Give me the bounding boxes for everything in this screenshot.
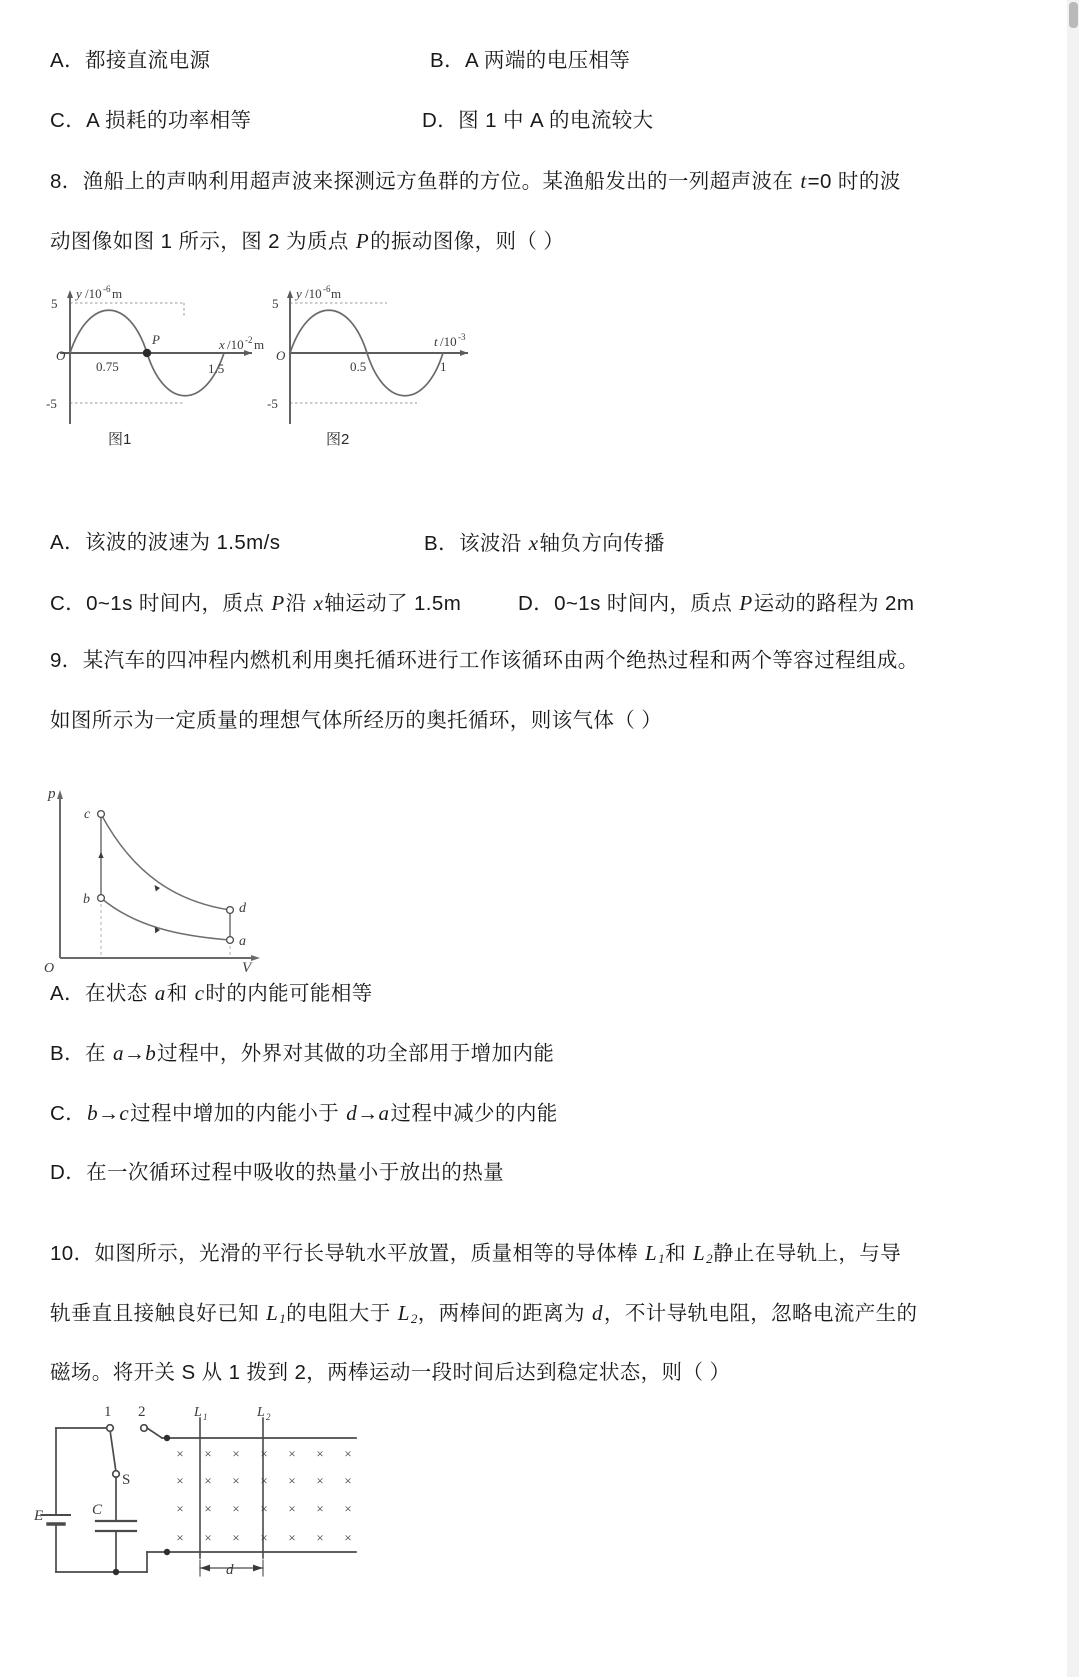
field-x: ×: [316, 1530, 324, 1545]
q9-opt-a-pre: A．在状态: [50, 982, 154, 1005]
field-x: ×: [344, 1446, 352, 1461]
q8-opt-c-post: 轴运动了 1.5m: [324, 592, 462, 615]
process-a-to-b: [101, 898, 230, 940]
battery-label: E: [34, 1508, 44, 1524]
arrow-c-to-d: [155, 885, 161, 892]
state-point-c: [98, 811, 105, 818]
field-x: ×: [232, 1501, 240, 1516]
q9-opt-c-process-1: b→c: [87, 1101, 130, 1125]
q10-figure-circuit: [34, 1400, 364, 1665]
y-tick-bottom-label: -5: [267, 396, 278, 411]
q8-stem2-text-a: 动图像如图 1 所示，图 2 为质点: [50, 230, 355, 253]
q9-opt-c-pre: C．: [50, 1102, 87, 1125]
switch-contact-1: [107, 1425, 114, 1432]
y-tick-bottom-label: -5: [46, 396, 57, 411]
q9-opt-a-var-a: a: [154, 981, 166, 1005]
q8-var-p: P: [355, 229, 370, 253]
q8-option-c: [50, 590, 461, 617]
q8-opt-d-post: 运动的路程为 2m: [753, 592, 915, 615]
q10-stem2-var-d: d: [592, 1301, 603, 1325]
field-x: ×: [260, 1530, 268, 1545]
q7-option-a: A．都接直流电源: [50, 49, 211, 72]
x-axis-exp: -2: [245, 335, 253, 345]
field-x: ×: [204, 1530, 212, 1545]
field-x: ×: [288, 1501, 296, 1516]
field-x: ×: [232, 1446, 240, 1461]
x-tick-end-label: 1.5: [208, 361, 225, 376]
q8-figure-2-svg: [262, 276, 482, 428]
x-axis-label: x: [219, 337, 225, 352]
field-grid: [176, 1446, 351, 1545]
x-axis-exp: -3: [458, 332, 466, 342]
q10-stem-line-1: [50, 1240, 901, 1272]
x-axis-unit-tail: m: [254, 337, 265, 352]
q9-option-a: [50, 980, 373, 1007]
bar-L1-sub: 1: [203, 1412, 208, 1422]
page-scrollbar-thumb[interactable]: [1069, 2, 1078, 28]
y-axis-unit-tail: m: [331, 286, 342, 301]
process-c-to-d: [101, 814, 230, 910]
y-axis-arrow: [287, 290, 293, 298]
y-tick-top-label: 5: [272, 296, 279, 311]
q9-option-d: D．在一次循环过程中吸收的热量小于放出的热量: [50, 1161, 505, 1184]
q8-figure-2-caption: 图2: [326, 431, 350, 448]
y-tick-top-label: 5: [51, 296, 58, 311]
q8-figure-1-caption: 图1: [108, 431, 132, 448]
field-x: ×: [260, 1446, 268, 1461]
q8-figure-2: [262, 276, 482, 448]
x-tick-end-label: 1: [440, 359, 447, 374]
q9-opt-c-process-2: d→a: [346, 1101, 390, 1125]
page-scrollbar-track[interactable]: [1067, 0, 1079, 1677]
junction-top: [164, 1435, 170, 1441]
q8-figure-1-svg: [34, 276, 272, 428]
p-axis-label: p: [48, 786, 56, 802]
q9-opt-a-var-c: c: [194, 981, 205, 1005]
origin-label: O: [44, 961, 55, 975]
state-point-d: [227, 907, 234, 914]
point-p-label: P: [152, 332, 160, 347]
q8-opt-b-var-x: x: [528, 531, 539, 555]
q8-opt-d-var-p: P: [739, 591, 753, 615]
q8-option-a: A．该波的波速为 1.5m/s: [50, 531, 281, 554]
q8-var-t: t: [800, 169, 807, 193]
x-tick-mid-label: 0.5: [350, 359, 367, 374]
q8-figure-1: [34, 276, 272, 448]
q10-stem-line-2: [50, 1300, 917, 1332]
origin-label: O: [56, 348, 66, 363]
switch-position-2-label: 2: [138, 1404, 146, 1420]
y-axis-exp: -6: [103, 284, 111, 294]
bar-L2-sub: 2: [266, 1412, 271, 1422]
q10-stem-line-3: 磁场。将开关 S 从 1 拨到 2，两棒运动一段时间后达到稳定状态，则（ ）: [50, 1361, 731, 1384]
p-axis-arrow: [57, 790, 63, 799]
q9-figure-pv-diagram: [38, 780, 268, 975]
label-b: b: [83, 892, 90, 907]
field-x: ×: [204, 1473, 212, 1488]
y-axis-unit: /10: [85, 286, 102, 301]
field-x: ×: [232, 1530, 240, 1545]
q9-option-c: [50, 1100, 558, 1127]
q9-opt-c-post: 过程中减少的内能: [390, 1102, 558, 1125]
q8-opt-c-var-x: x: [313, 591, 324, 615]
q10-figure-svg: [34, 1400, 364, 1665]
field-x: ×: [316, 1473, 324, 1488]
switch-position-1-label: 1: [104, 1404, 112, 1420]
field-x: ×: [288, 1530, 296, 1545]
y-axis-label: y: [296, 286, 302, 301]
field-x: ×: [316, 1446, 324, 1461]
q8-stem2-text-b: 的振动图像，则（ ）: [370, 230, 565, 253]
q9-opt-a-mid: 和: [166, 982, 194, 1005]
distance-d-arrow-right: [253, 1565, 263, 1572]
state-point-a: [227, 937, 234, 944]
point-p-marker: [143, 349, 151, 357]
q10-stem2-b: ，不计导轨电阻，忽略电流产生的: [603, 1302, 918, 1325]
q9-opt-c-mid: 过程中增加的内能小于: [130, 1102, 346, 1125]
y-axis-label: y: [76, 286, 82, 301]
q8-stem-text-a: 8．渔船上的声呐利用超声波来探测远方鱼群的方位。某渔船发出的一列超声波在: [50, 170, 800, 193]
q10-stem2-a: 轨垂直且接触良好已知: [50, 1302, 266, 1325]
q7-option-d: D．图 1 中 A 的电流较大: [422, 109, 654, 132]
switch-blade: [110, 1430, 116, 1472]
field-x: ×: [344, 1501, 352, 1516]
q8-stem-line-2: [50, 228, 564, 255]
label-c: c: [84, 807, 91, 822]
v-axis-label: V: [242, 960, 252, 975]
arrow-b-to-c: [98, 852, 103, 858]
wire-switch2-to-rail: [147, 1428, 162, 1438]
q10-var-L2-sub: 2: [706, 1251, 713, 1266]
q10-var-L1-sub: 1: [658, 1251, 665, 1266]
field-x: ×: [260, 1473, 268, 1488]
q8-opt-c-var-p: P: [271, 591, 285, 615]
field-x: ×: [232, 1473, 240, 1488]
field-x: ×: [176, 1446, 184, 1461]
q8-stem-text-b: =0 时的波: [807, 170, 901, 193]
switch-label: S: [122, 1472, 131, 1488]
field-x: ×: [344, 1473, 352, 1488]
field-x: ×: [176, 1501, 184, 1516]
q10-stem1-b: 静止在导轨上，与导: [713, 1242, 902, 1265]
q10-var-L2: L: [693, 1241, 706, 1265]
distance-d-arrow-left: [200, 1565, 210, 1572]
q8-opt-b-post: 轴负方向传播: [539, 532, 665, 555]
y-axis-unit: /10: [305, 286, 322, 301]
field-x: ×: [204, 1446, 212, 1461]
q7-option-b: B．A 两端的电压相等: [430, 49, 631, 72]
q10-stem1-a: 10．如图所示，光滑的平行长导轨水平放置，质量相等的导体棒: [50, 1242, 644, 1265]
q8-option-d: [518, 590, 914, 617]
q10-stem2-mid: 的电阻大于: [286, 1302, 397, 1325]
label-a: a: [239, 934, 246, 949]
label-d: d: [239, 901, 246, 916]
y-axis-unit-tail: m: [112, 286, 123, 301]
origin-label: O: [276, 348, 286, 363]
field-x: ×: [260, 1501, 268, 1516]
q9-option-b: [50, 1040, 554, 1067]
field-x: ×: [288, 1446, 296, 1461]
q9-stem-line-1: 9．某汽车的四冲程内燃机利用奥托循环进行工作该循环由两个绝热过程和两个等容过程组成。: [50, 649, 919, 672]
q9-figure-svg: [38, 780, 268, 975]
q10-stem2-var-L1: L: [266, 1301, 279, 1325]
y-axis-exp: -6: [323, 284, 331, 294]
bar-L1-label: L: [194, 1405, 202, 1420]
x-axis-unit: /10: [440, 334, 457, 349]
junction-capacitor-bottom: [113, 1569, 119, 1575]
q8-stem-line-1: [50, 168, 901, 195]
junction-bottom: [164, 1549, 170, 1555]
field-x: ×: [176, 1530, 184, 1545]
field-x: ×: [288, 1473, 296, 1488]
q10-stem1-mid: 和: [665, 1242, 692, 1265]
q7-option-c: C．A 损耗的功率相等: [50, 109, 252, 132]
capacitor-label: C: [92, 1502, 103, 1518]
y-axis-arrow: [67, 290, 73, 298]
x-axis-arrow: [244, 350, 252, 356]
q9-opt-b-pre: B．在: [50, 1042, 112, 1065]
q8-opt-c-pre: C．0~1s 时间内，质点: [50, 592, 271, 615]
q10-stem2-var-L2: L: [397, 1301, 410, 1325]
q9-stem-line-2: 如图所示为一定质量的理想气体所经历的奥托循环，则该气体（ ）: [50, 709, 663, 732]
x-axis-label: t: [434, 334, 438, 349]
state-point-b: [98, 895, 105, 902]
field-x: ×: [344, 1530, 352, 1545]
q10-var-L1: L: [645, 1241, 658, 1265]
q9-opt-a-post: 时的内能可能相等: [205, 982, 373, 1005]
field-x: ×: [176, 1473, 184, 1488]
field-x: ×: [316, 1501, 324, 1516]
x-axis-unit: /10: [227, 337, 244, 352]
q10-stem2-var-L2-sub: 2: [410, 1311, 418, 1326]
q8-opt-c-mid: 沿: [285, 592, 313, 615]
q10-stem2-var-L1-sub: 1: [279, 1311, 287, 1326]
q8-option-b: [424, 530, 665, 557]
q8-opt-b-pre: B．该波沿: [424, 532, 528, 555]
distance-d-label: d: [226, 1562, 234, 1578]
x-axis-arrow: [460, 350, 468, 356]
q10-stem2-mid2: ，两棒间的距离为: [417, 1302, 592, 1325]
q8-opt-d-pre: D．0~1s 时间内，质点: [518, 592, 739, 615]
bar-L2-label: L: [257, 1405, 265, 1420]
field-x: ×: [204, 1501, 212, 1516]
v-axis-arrow: [251, 955, 260, 961]
q9-opt-b-process: a→b: [112, 1041, 157, 1065]
x-tick-mid-label: 0.75: [96, 359, 119, 374]
q9-opt-b-post: 过程中，外界对其做的功全部用于增加内能: [157, 1042, 555, 1065]
